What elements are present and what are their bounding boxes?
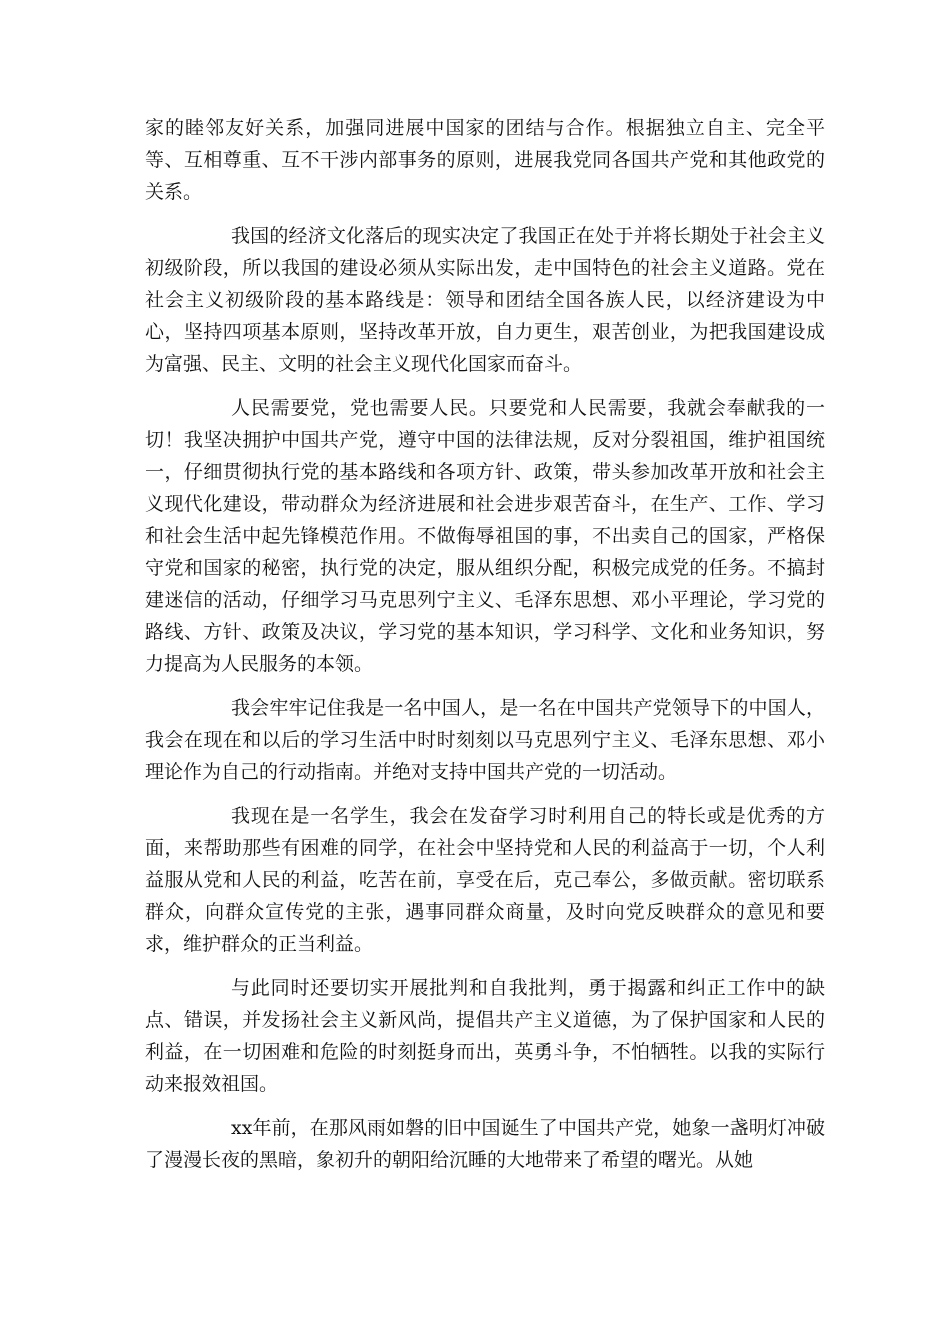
paragraph-4: 我会牢牢记住我是一名中国人，是一名在中国共产党领导下的中国人，我会在现在和以后的学习生活中时时刻刻以马克思列宁主义、毛泽东思想、邓小理论作为自己的行动指南。并绝对支持中国共产党的一切活动。 [145,697,825,783]
paragraph-6: 与此同时还要切实开展批判和自我批判，勇于揭露和纠正工作中的缺点、错误，并发扬社会主义新风尚，提倡共产主义道德，为了保护国家和人民的利益，在一切困难和危险的时刻挺身而出，英勇斗争，不怕牺牲。以我的实际行动来报效祖国。 [145,977,825,1095]
paragraph-1: 家的睦邻友好关系，加强同进展中国家的团结与合作。根据独立自主、完全平等、互相尊重、互不干涉内部事务的原则，进展我党同各国共产党和其他政党的关系。 [145,117,825,203]
paragraph-5: 我现在是一名学生，我会在发奋学习时利用自己的特长或是优秀的方面，来帮助那些有困难的同学，在社会中坚持党和人民的利益高于一切，个人利益服从党和人民的利益，吃苦在前，享受在后，克己奉公，多做贡献。密切联系群众，向群众宣传党的主张，遇事同群众商量，及时向党反映群众的意见和要求，维护群众的正当利益。 [145,805,825,955]
paragraph-7: xx年前，在那风雨如磐的旧中国诞生了中国共产党，她象一盏明灯冲破了漫漫长夜的黑暗，象初升的朝阳给沉睡的大地带来了希望的曙光。从她 [145,1117,825,1171]
document-body [145,112,825,1188]
paragraph-2: 我国的经济文化落后的现实决定了我国正在处于并将长期处于社会主义初级阶段，所以我国的建设必须从实际出发，走中国特色的社会主义道路。党在社会主义初级阶段的基本路线是：领导和团结全国各族人民，以经济建设为中心，坚持四项基本原则，坚持改革开放，自力更生，艰苦创业，为把我国建设成为富强、民主、文明的社会主义现代化国家而奋斗。 [145,225,825,375]
paragraph-3: 人民需要党，党也需要人民。只要党和人民需要，我就会奉献我的一切！我坚决拥护中国共产党，遵守中国的法律法规，反对分裂祖国，维护祖国统一，仔细贯彻执行党的基本路线和各项方针、政策，带头参加改革开放和社会主义现代化建设，带动群众为经济进展和社会进步艰苦奋斗，在生产、工作、学习和社会生活中起先锋模范作用。不做侮辱祖国的事，不出卖自己的国家，严格保守党和国家的秘密，执行党的决定，服从组织分配，积极完成党的任务。不搞封建迷信的活动，仔细学习马克思列宁主义、毛泽东思想、邓小平理论，学习党的路线、方针、政策及决议，学习党的基本知识，学习科学、文化和业务知识，努力提高为人民服务的本领。 [145,397,825,675]
